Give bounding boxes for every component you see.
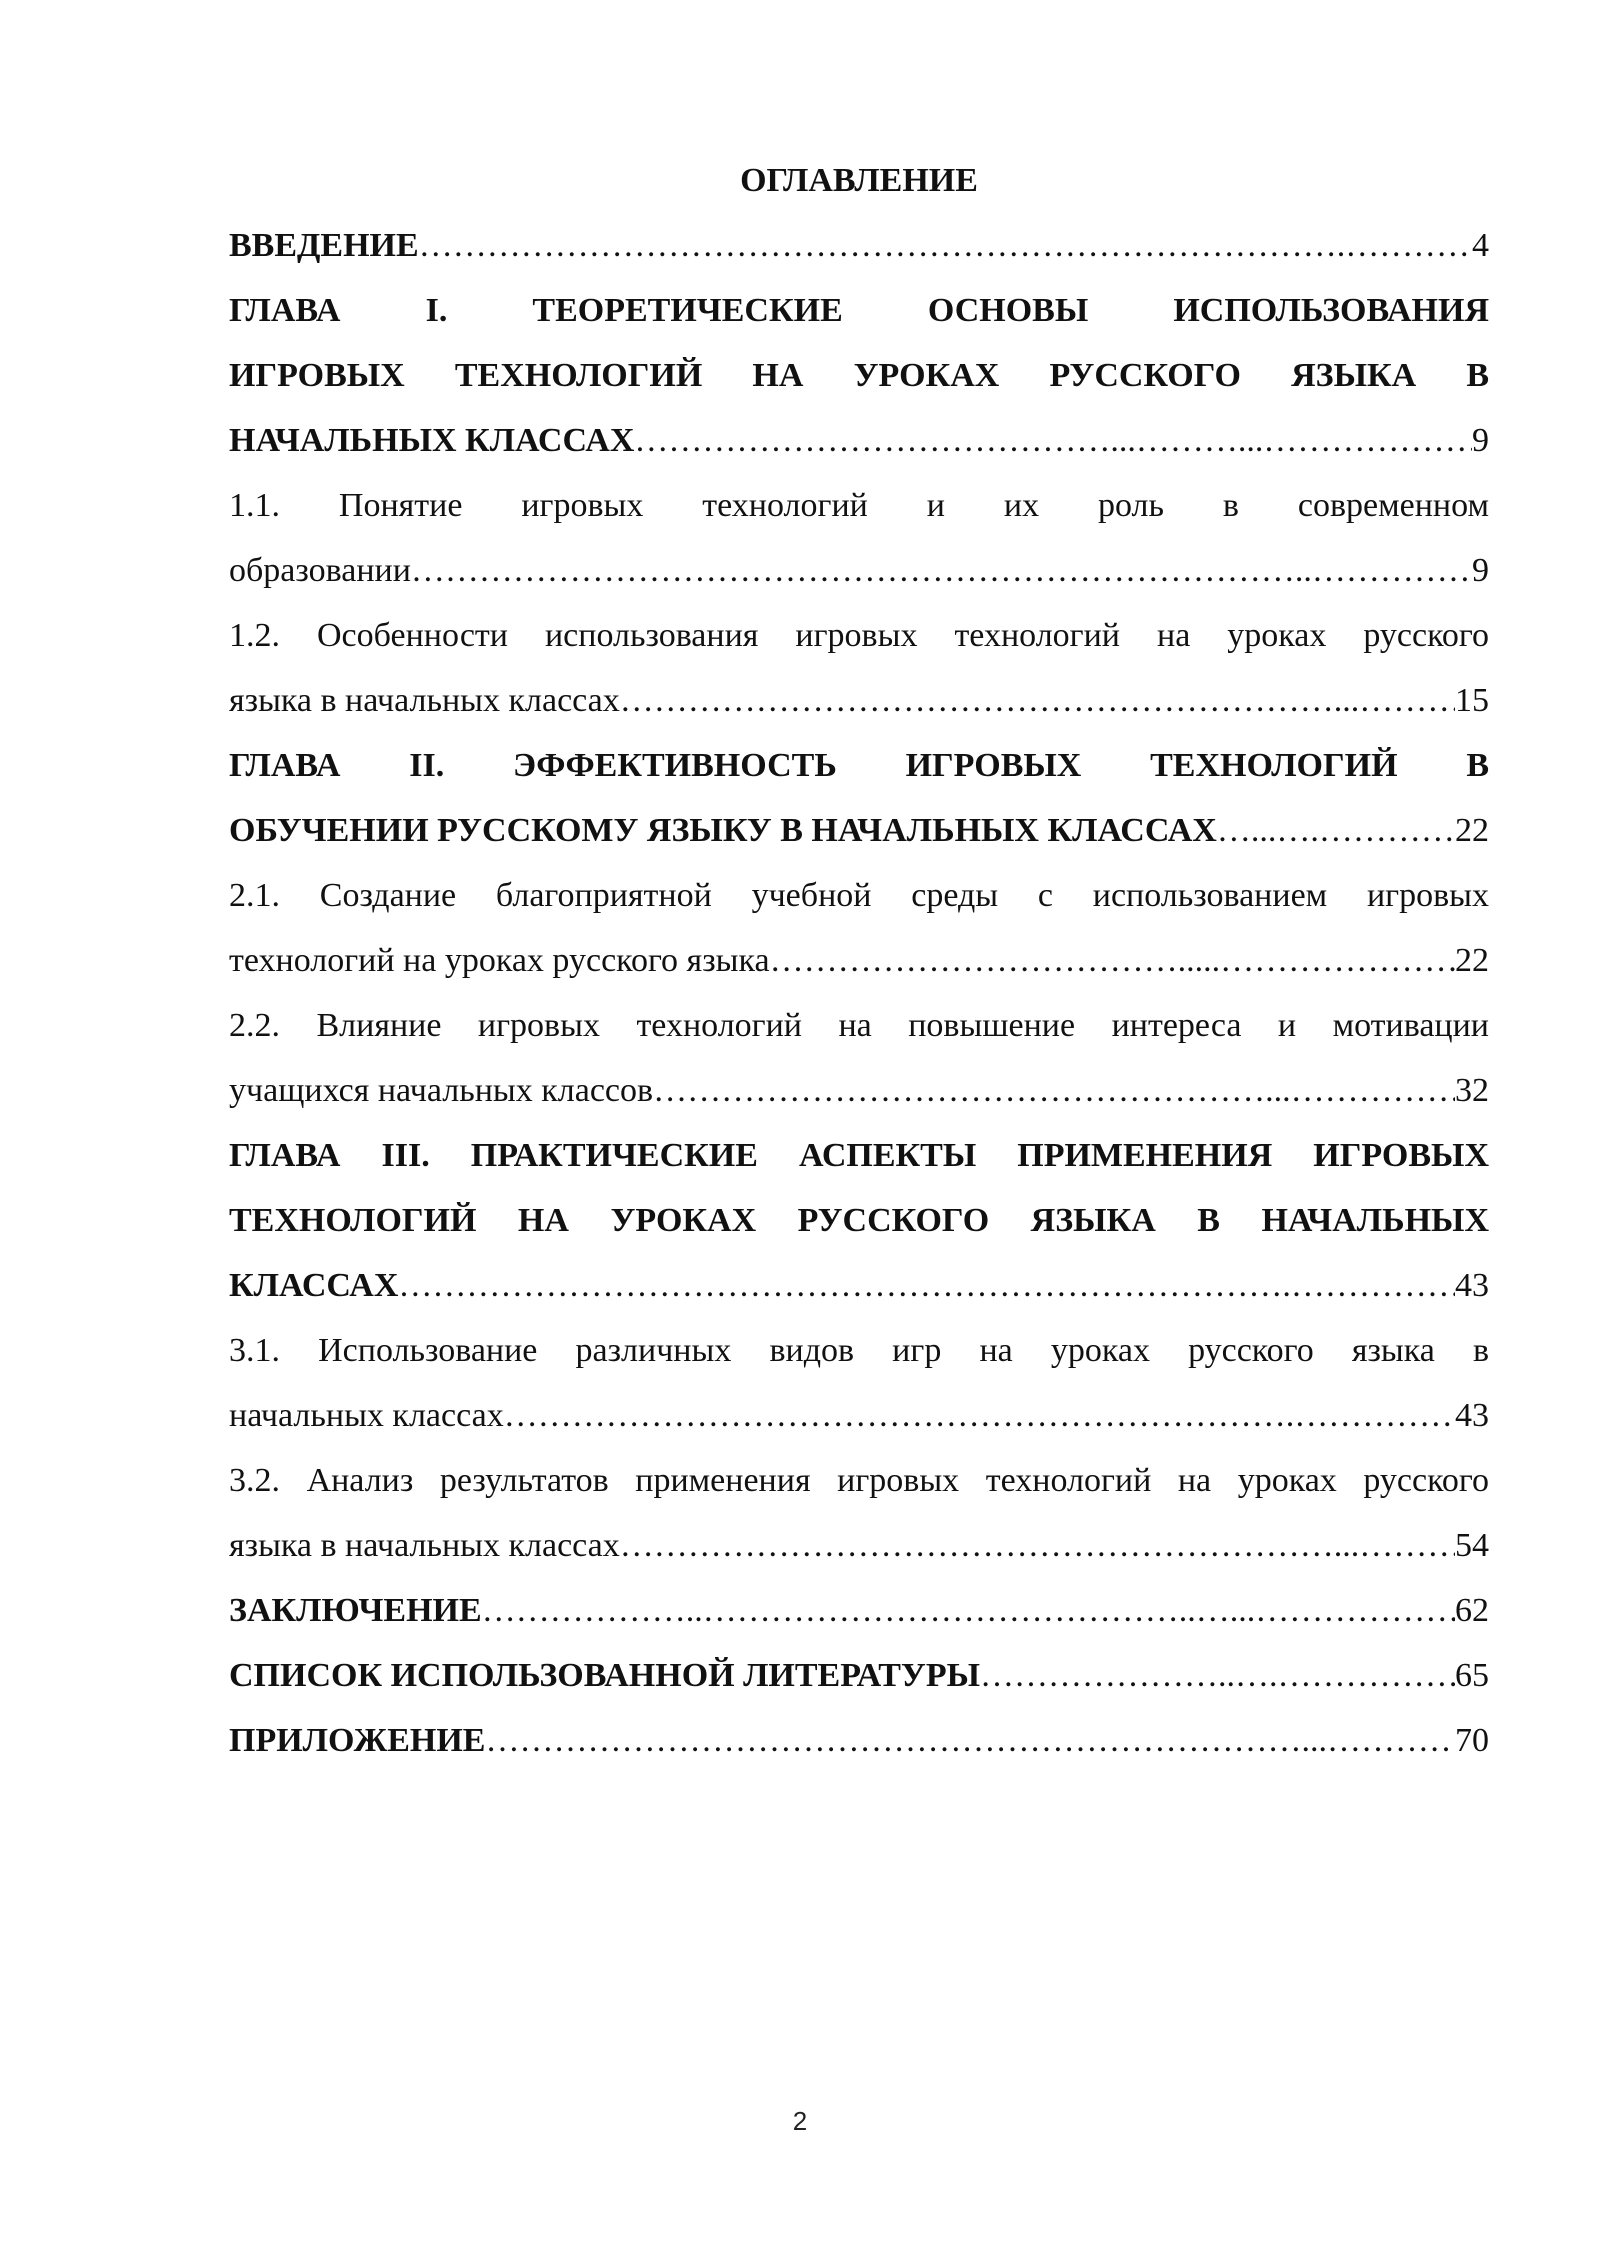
toc-page-number: 22 bbox=[1455, 812, 1489, 849]
toc-dot-leader-text: …………………………………………………………………….. bbox=[410, 552, 1312, 589]
toc-dot-leader-text: …………………..….… bbox=[980, 1657, 1312, 1694]
toc-title: ОГЛАВЛЕНИЕ bbox=[740, 162, 978, 199]
toc-dot-leader-text: ………………..……………………………………..…... bbox=[481, 1592, 1256, 1629]
toc-dot-leader bbox=[419, 213, 1472, 278]
toc-entry-line: ГЛАВА III. ПРАКТИЧЕСКИЕ АСПЕКТЫ ПРИМЕНЕНИЯ ИГРОВЫХ bbox=[229, 1137, 1489, 1174]
toc-entry[interactable] bbox=[229, 278, 1489, 473]
toc-entry[interactable] bbox=[229, 603, 1489, 733]
toc-page-number: 9 bbox=[1472, 422, 1489, 459]
toc-page-number: 65 bbox=[1455, 1657, 1489, 1694]
toc-entry-last-line bbox=[229, 1058, 1489, 1123]
toc-entry-last-line bbox=[229, 1383, 1489, 1448]
toc-entry-line: ГЛАВА I. ТЕОРЕТИЧЕСКИЕ ОСНОВЫ ИСПОЛЬЗОВАНИЯ bbox=[229, 292, 1489, 329]
page-number: 2 bbox=[792, 2106, 808, 2136]
toc-entry-last-line bbox=[229, 213, 1489, 278]
toc-entry[interactable] bbox=[229, 1578, 1489, 1643]
toc-dot-leader bbox=[485, 1708, 1455, 1773]
toc-entry-line: 3.2. Анализ результатов применения игровых технологий на уроках русского bbox=[229, 1462, 1489, 1499]
toc-entry-title: ВВЕДЕНИЕ bbox=[229, 227, 419, 264]
toc-dot-leader-text: ………………………………………………………………... bbox=[485, 1722, 1327, 1759]
toc-page-number: 43 bbox=[1455, 1397, 1489, 1434]
toc-dot-leader bbox=[1217, 798, 1455, 863]
toc-entry[interactable] bbox=[229, 863, 1489, 993]
table-of-contents bbox=[229, 148, 1489, 1773]
toc-entry-title: ПРИЛОЖЕНИЕ bbox=[229, 1722, 486, 1759]
toc-page-number: 32 bbox=[1455, 1072, 1489, 1109]
toc-entry[interactable] bbox=[229, 733, 1489, 863]
toc-entry-last-line bbox=[229, 1513, 1489, 1578]
toc-page-number: 4 bbox=[1472, 227, 1489, 264]
toc-dot-leader bbox=[980, 1643, 1455, 1708]
toc-entry[interactable] bbox=[229, 213, 1489, 278]
toc-entry-title: технологий на уроках русского языка bbox=[229, 942, 770, 979]
toc-dot-leader bbox=[634, 408, 1472, 473]
toc-entry-line: 2.1. Создание благоприятной учебной среды с использованием игровых bbox=[229, 877, 1489, 914]
toc-entry[interactable] bbox=[229, 1448, 1489, 1578]
toc-entry[interactable] bbox=[229, 473, 1489, 603]
toc-page-number: 62 bbox=[1455, 1592, 1489, 1629]
toc-dot-leader-text: ………………………………………………………... bbox=[619, 682, 1360, 719]
toc-page-number: 22 bbox=[1455, 942, 1489, 979]
toc-entry-last-line bbox=[229, 1643, 1489, 1708]
toc-entry-last-line bbox=[229, 1578, 1489, 1643]
toc-page-number: 15 bbox=[1455, 682, 1489, 719]
toc-entry-last-line bbox=[229, 668, 1489, 733]
toc-dot-leader bbox=[770, 928, 1455, 993]
toc-dot-leader-text: ……………………………………...………... bbox=[634, 422, 1264, 459]
toc-dot-leader-text: …...…. bbox=[1216, 812, 1319, 849]
toc-entry-title: ОБУЧЕНИИ РУССКОМУ ЯЗЫКУ В НАЧАЛЬНЫХ КЛАССАХ bbox=[229, 812, 1217, 849]
toc-entry[interactable] bbox=[229, 1643, 1489, 1708]
toc-entry-last-line bbox=[229, 1253, 1489, 1318]
toc-entry-last-line bbox=[229, 928, 1489, 993]
toc-dot-leader bbox=[653, 1058, 1455, 1123]
toc-page-number: 9 bbox=[1472, 552, 1489, 589]
toc-dot-leader-text: ………………………………..... bbox=[769, 942, 1221, 979]
toc-entry-title: НАЧАЛЬНЫХ КЛАССАХ bbox=[229, 422, 635, 459]
toc-dot-leader-text: ………………………………………………………... bbox=[619, 1527, 1360, 1564]
toc-entry-line: ИГРОВЫХ ТЕХНОЛОГИЙ НА УРОКАХ РУССКОГО ЯЗЫКА В bbox=[229, 357, 1489, 394]
toc-entry-title: СПИСОК ИСПОЛЬЗОВАННОЙ ЛИТЕРАТУРЫ bbox=[229, 1657, 980, 1694]
toc-entry-line: 1.2. Особенности использования игровых технологий на уроках русского bbox=[229, 617, 1489, 654]
toc-entry-title: КЛАССАХ bbox=[229, 1267, 399, 1304]
toc-entry[interactable] bbox=[229, 1708, 1489, 1773]
toc-entry[interactable] bbox=[229, 1318, 1489, 1448]
toc-entry-last-line bbox=[229, 408, 1489, 473]
toc-entry-line: 2.2. Влияние игровых технологий на повышение интереса и мотивации bbox=[229, 1007, 1489, 1044]
toc-page-number: 54 bbox=[1455, 1527, 1489, 1564]
toc-entry-line: ТЕХНОЛОГИЙ НА УРОКАХ РУССКОГО ЯЗЫКА В НАЧАЛЬНЫХ bbox=[229, 1202, 1489, 1239]
toc-entry-title: образовании bbox=[229, 552, 411, 589]
toc-entry-line: 3.1. Использование различных видов игр на уроках русского языка в bbox=[229, 1332, 1489, 1369]
toc-entries bbox=[229, 213, 1489, 1773]
toc-entry-title: учащихся начальных классов bbox=[229, 1072, 654, 1109]
toc-entry-last-line bbox=[229, 1708, 1489, 1773]
toc-entry-title: языка в начальных классах bbox=[229, 682, 620, 719]
toc-dot-leader bbox=[411, 538, 1472, 603]
toc-entry-title: языка в начальных классах bbox=[229, 1527, 620, 1564]
toc-entry-last-line bbox=[229, 538, 1489, 603]
toc-dot-leader bbox=[620, 668, 1455, 733]
toc-entry-title: ЗАКЛЮЧЕНИЕ bbox=[229, 1592, 482, 1629]
toc-dot-leader bbox=[620, 1513, 1455, 1578]
toc-entry-title: начальных классах bbox=[229, 1397, 504, 1434]
toc-page-number: 70 bbox=[1455, 1722, 1489, 1759]
toc-entry-line: 1.1. Понятие игровых технологий и их роль в современном bbox=[229, 487, 1489, 524]
toc-entry[interactable] bbox=[229, 993, 1489, 1123]
toc-dot-leader-text: ………………………………………………... bbox=[653, 1072, 1291, 1109]
toc-dot-leader-text: ……………………………………………………………………. bbox=[398, 1267, 1291, 1304]
toc-entry[interactable] bbox=[229, 1123, 1489, 1318]
toc-entry-last-line bbox=[229, 798, 1489, 863]
toc-dot-leader-text: ……………………………………………………………. bbox=[503, 1397, 1295, 1434]
toc-dot-leader bbox=[482, 1578, 1455, 1643]
toc-dot-leader-text: ………………………………………………………………………. bbox=[418, 227, 1346, 264]
toc-page-number: 43 bbox=[1455, 1267, 1489, 1304]
toc-dot-leader bbox=[504, 1383, 1455, 1448]
toc-dot-leader bbox=[398, 1253, 1455, 1318]
toc-entry-line: ГЛАВА II. ЭФФЕКТИВНОСТЬ ИГРОВЫХ ТЕХНОЛОГИЙ В bbox=[229, 747, 1489, 784]
